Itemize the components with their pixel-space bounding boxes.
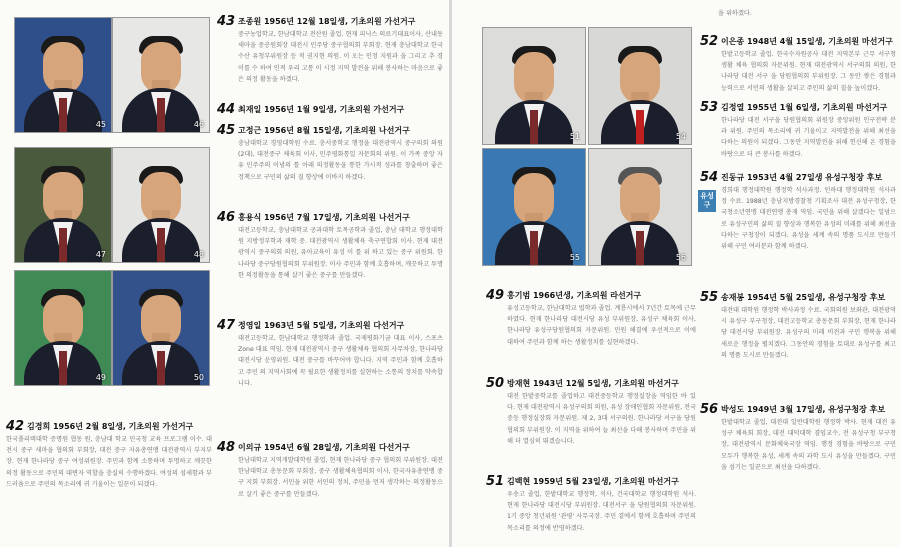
entry-heading: 최재일 1956년 1월 9일생, 기초의원 가선거구 (238, 105, 405, 114)
entry-body: 대전고등학교, 충남대학교 공과대학 토목공학과 졸업, 충남 대학교 행정대학원 지방정부학과 재학 중. 대전광역시 생활체육 축구연합회 이사. 현재 대전광역시 중구의회 의원, 유아교육이 유성 이 를 위 하고 있는 중구 위원회. 한나라당 중구당원협의회 부위원장. 이사 주민과 함께 호흡하며, 깨끗하고 투명한 의정활동을 통해 살기 좋은 중구를 만들겠다. (238, 227, 443, 279)
entry-heading: 진동규 1953년 4월 27일생 유성구청장 후보 (721, 173, 883, 182)
entry-number: 45 (217, 123, 236, 138)
entry-number: 50 (486, 376, 505, 391)
left-page (0, 0, 449, 547)
entry-body: 을 위하겠다. (718, 10, 752, 17)
entry-heading: 김경희 1956년 2월 8일생, 기초의원 가선거구 (27, 422, 194, 431)
entry-body: 한남대학교 지역개발대학원 졸업, 현재 한나라당 중구 협의회 부위원장. 대전 한남대학교 총동문회 부회장, 중구 생활체육협의회 이사, 한국자유총연맹 중구 지회 부회장. 서민을 위한 서민의 정치, 주민을 먼저 생각하는 의정활동으로 살기 좋은 중구를 만들겠다. (238, 457, 443, 498)
entry-number: 56 (700, 402, 719, 417)
candidate-photo-46: 46 (112, 17, 210, 133)
candidate-photo-51: 51 (482, 27, 586, 145)
entry-heading: 박성도 1949년 3월 17일생, 유성구청장 후보 (721, 405, 886, 414)
entry-body: 충남대학교 경영대학원 수료. 충서중학교 행정을 대전광역시 중구의회 의원(2대), 대전중구 체육회 이사, 민주평화통일 자문회의 위원. 이 가족 중앙 자유 민주주의 이념의 틀 아래 의정활동을 통한 가시적 성과를 창출하며 좋은 정책으로 구민의 삶의 질 향상에 이바지 하겠다. (238, 140, 443, 181)
entry-number: 48 (217, 440, 236, 455)
entry-body: 한국폴리텍대학 증명원 협동 원, 충남대 학교 민국청 교육 프로그램 이수. 대전시 중구 새마을 협의회 부회장, 대전 중구 자유총연맹 대전광역시 부지부장. 현재 한나라당 중구 여성위원장. 주민과 함께 소통하며 투명하고 깨끗한 의정 활동으로 주민의 대변자 역할을 충실히 수행하겠다. 여성의 섬세함과 부드러움으로 주민의 목소리에 귀 기울이는 일꾼이 되겠다. (6, 436, 212, 488)
candidate-photo-49: 49 (14, 270, 112, 386)
entry-heading: 이의규 1954년 6월 28일생, 기초의원 다선거구 (238, 443, 410, 452)
candidate-photo-54: 54 (588, 27, 692, 145)
entry-number: 44 (217, 102, 236, 117)
entry-number: 55 (700, 290, 719, 305)
entry-body: 한밭대학교 졸업, 대전대 일반대학원 행정학 박사. 현재 대전 유성구 체육회 회장, 대전 대덕대학 겸임교수, 전 유성구청 부구청장, 대전광역시 문화체육국장 역임. 행정 경험을 바탕으로 구민 모두가 행복한 유성, 세계 속의 과학 도시 유성을 만들겠다. 구민을 섬기는 일꾼으로 최선을 다하겠다. (721, 419, 896, 471)
entry-number: 52 (700, 34, 719, 49)
candidate-photo-55: 55 (482, 148, 586, 266)
entry-body: 경희대 행정대학원 행정학 석사과정. 인하대 행정대학원 석사과정 수료. 1988년 충남지방경찰청 기획조사 대전 유성구청장, 한국청소년연맹 대전연맹 총재 역임. 국민을 위해 살겠다는 일념으로 유성구민의 삶의 질 향상과 행복한 유성의 미래를 위해 최선을 다하는 구청장이 되겠다. 유성을 세계 속의 명품 도시로 만들기 위해 구민 여러분과 함께 하겠다. (721, 187, 896, 251)
entry-number: 42 (6, 419, 25, 434)
entry-number: 43 (217, 14, 236, 29)
entry-body: 대전고등학교, 한남대학교 행정학과 졸업. 국제평화기금 대표 이사, 스포츠 Zone 대표 역임. 현재 대전광역시 중구 생활체육 협의회 사무차장, 한나라당 대전시당 운영위원. 대전 중구를 바꾸어야 합니다. 지역 주민과 함께 호흡하고 주민 의 지역사회에 꼭 필요한 생활정치를 실현하는 소통의 정치를 약속합니다. (238, 335, 443, 387)
entry-number: 54 (700, 170, 719, 185)
entry-number: 53 (700, 100, 719, 115)
entry-body: 한나라당 대전 서구을 당원협의회 위원장 중앙위원 인구전략 분과 위원. 주민의 목소리에 귀 기울이고 지역발전을 위해 최선을 다하는 의원이 되겠다. 그동안 지역발전을 위해 헌신해 온 경험을 바탕으로 더 큰 봉사를 하겠다. (721, 117, 896, 158)
entry-body: 우송고 졸업, 한밭대학교 행정학, 석사, 건국대학교 행정대학원 석사. 현재 한나라당 대전시당 부위원장. 대전서구 을 당원협의회 자문위원. 1기 중앙 청년위원 '관평' 사무국장. 주민 곁에서 함께 호흡하며 주민의 목소리를 의정에 반영하겠다. (507, 491, 696, 532)
entry-heading: 이은종 1948년 4월 15일생, 기초의원 마선거구 (721, 37, 893, 46)
entry-body: 한밭고등학교 졸업. 한국수자원공사 대전 지역본부 근무 서구청 생활 체육 협의회 자문위원. 현재 대전광역시 서구의회 의원, 한나라당 대전 서구 을 당원협의회 부위원장. 그 동안 쌓은 경험과 능력으로 서민의 생활을 살피고 주민의 삶의 질을 높이겠다. (721, 51, 896, 92)
entry-number: 51 (486, 474, 505, 489)
candidate-photo-56: 56 (588, 148, 692, 266)
entry-heading: 방재현 1943년 12월 5일생, 기초의원 마선거구 (507, 379, 679, 388)
candidate-photo-50: 50 (112, 270, 210, 386)
entry-heading: 홍용식 1956년 7월 17일생, 기초의원 나선거구 (238, 213, 410, 222)
entry-body: 중구농업학교, 한남대학교 전산원 졸업. 현재 피닉스 의료기대표이사, 산내동새마을 중공원회장 대전시 민주당 중구협의회 부회장. 현재 충남대학교 한국수산 유청부위원장 등 적 권지현 의원. 이 오는 인정 지원과 을 그리고 추 경 이를 수 하여 인적 우리 고통 이 시정 지역 발전을 위해 봉사하는 마음으로 좋은 의정 활동을 하겠다. (238, 31, 443, 83)
entry-heading: 홍기범 1966년생, 기초의원 라선거구 (507, 291, 642, 300)
entry-heading: 정영일 1963년 5월 5일생, 기초의원 다선거구 (238, 321, 405, 330)
entry-heading: 김정열 1955년 1월 6일생, 기초의원 마선거구 (721, 103, 888, 112)
candidate-photo-47: 47 (14, 147, 112, 263)
entry-body: 유성고등학교, 한남대학교 법학과 졸업. 계룡시에서 7년간 토목에 근무하였다. 현재 한나라당 대전시당 유성 부위원장, 유성구 체육회 이사, 한나라당 유성구당원협의회 자문위원. 민원 해결에 우선적으로 이에 대하여 주민과 함께 하는 생활정치를 실현하겠다. (507, 305, 696, 346)
candidate-photo-45: 45 (14, 17, 112, 133)
entry-heading: 송재봉 1954년 5월 25일생, 유성구청장 후보 (721, 293, 886, 302)
entry-heading: 조종원 1956년 12월 18일생, 기초의원 가선거구 (238, 17, 416, 26)
entry-heading: 김백현 1959년 5월 23일생, 기초의원 마선거구 (507, 477, 679, 486)
entry-number: 47 (217, 318, 236, 333)
entry-number: 46 (217, 210, 236, 225)
right-page (452, 0, 901, 547)
entry-heading: 고정근 1956년 8월 15일생, 기초의원 나선거구 (238, 126, 410, 135)
entry-number: 49 (486, 288, 505, 303)
entry-body: 대전 한밭중학교를 졸업하고 대전중등학교 행정실장을 역임한 바 있다. 현재 대전광역시 유성구의회 의원, 유성 장애인협회 자문위원, 전국 중등 행정실장회 자문위원. 제 2, 3대 서구의원. 한나라당 서구을 당원협의회 부위원장. 이 지역을 위하여 늘 최선을 다해 봉사하며 주민을 위해 더 열심히 뛰겠습니다. (507, 393, 696, 445)
entry-body: 대전대 대학원 행정학 박사과정 수료. 국회의원 보좌관, 대전광역시 유성구 부구청장, 대전고등학교 총동문회 부회장, 현재 한나라당 대전시당 부위원장. 유성구의 미래 비전과 구민 행복을 위해 새로운 행정을 펼치겠다. 그동안의 경험을 토대로 유성구를 최고의 명품 도시로 만들겠다. (721, 307, 896, 359)
district-tag: 유성구 (698, 190, 716, 212)
candidate-photo-48: 48 (112, 147, 210, 263)
